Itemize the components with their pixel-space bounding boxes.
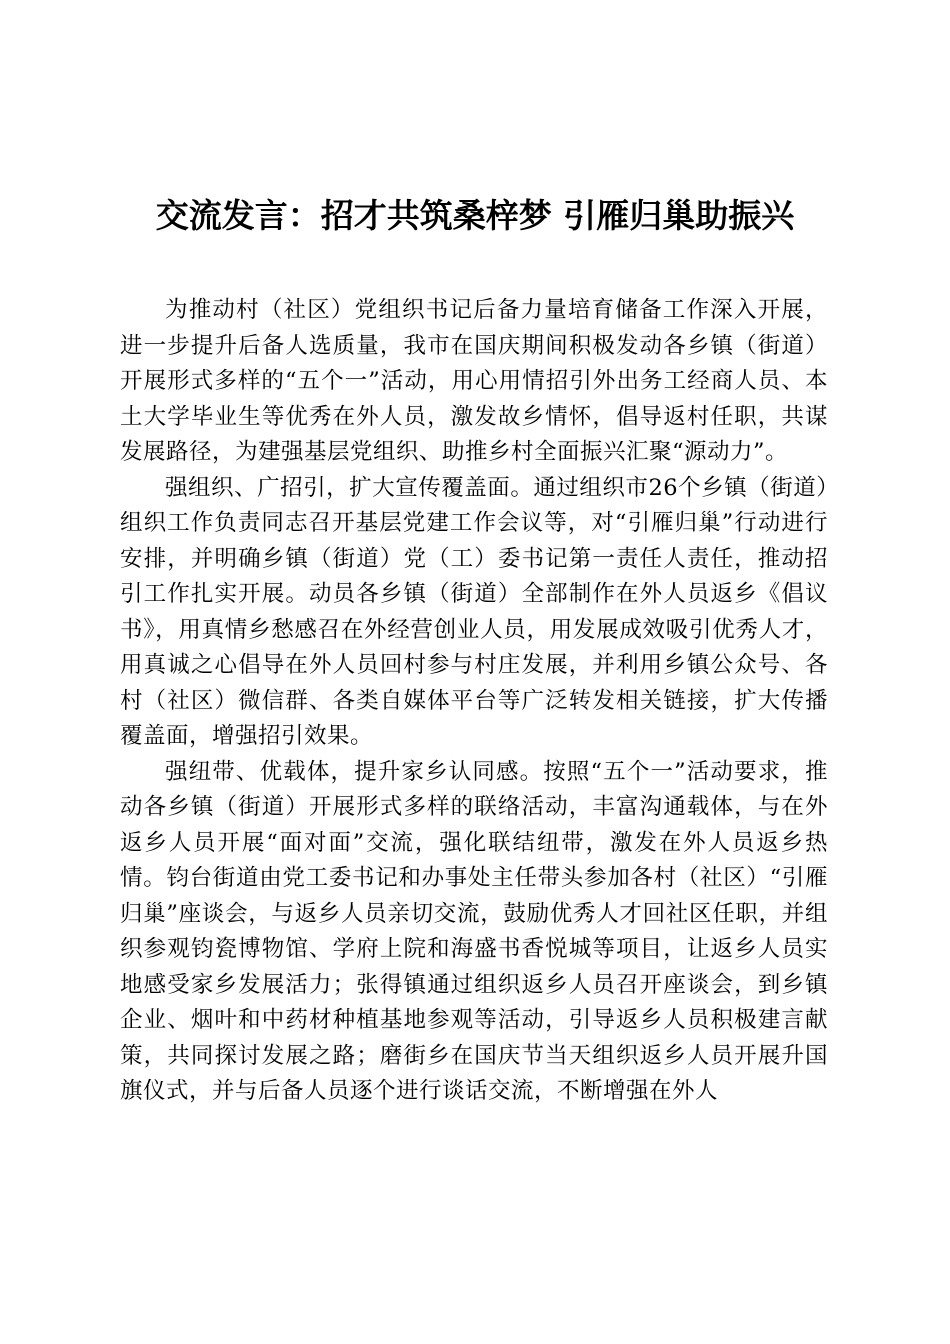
paragraph: 强组织、广招引，扩大宣传覆盖面。通过组织市26个乡镇（街道）组织工作负责同志召开基层党建工作会议等，对“引雁归巢”行动进行安排，并明确乡镇（街道）党（工）委书记第一责任人责任，推动招引工作扎实开展。动员各乡镇（街道）全部制作在外人员返乡《倡议书》，用真情乡愁感召在外经营创业人员，用发展成效吸引优秀人才，用真诚之心倡导在外人员回村参与村庄发展，并利用乡镇公众号、各村（社区）微信群、各类自媒体平台等广泛转发相关链接，扩大传播覆盖面，增强招引效果。 — [120, 474, 828, 749]
document-title: 交流发言：招才共筑桑梓梦 引雁归巢助振兴 — [155, 196, 795, 235]
paragraph: 为推动村（社区）党组织书记后备力量培育储备工作深入开展，进一步提升后备人选质量，我市在国庆期间积极发动各乡镇（街道）开展形式多样的“五个一”活动，用心用情招引外出务工经商人员、本土大学毕业生等优秀在外人员，激发故乡情怀，倡导返村任职，共谋发展路径，为建强基层党组织、助推乡村全面振兴汇聚“源动力”。 — [120, 297, 828, 465]
document-body — [120, 293, 828, 1198]
paragraph: 强纽带、优载体，提升家乡认同感。按照“五个一”活动要求，推动各乡镇（街道）开展形式多样的联络活动，丰富沟通载体，与在外返乡人员开展“面对面”交流，强化联结纽带，激发在外人员返乡热情。钧台街道由党工委书记和办事处主任带头参加各村（社区）“引雁归巢”座谈会，与返乡人员亲切交流，鼓励优秀人才回社区任职，并组织参观钧瓷博物馆、学府上院和海盛书香悦城等项目，让返乡人员实地感受家乡发展活力；张得镇通过组织返乡人员召开座谈会，到乡镇企业、烟叶和中药材种植基地参观等活动，引导返乡人员积极建言献策，共同探讨发展之路；磨街乡在国庆节当天组织返乡人员开展升国旗仪式，并与后备人员逐个进行谈话交流，不断增强在外人 — [120, 758, 828, 1104]
